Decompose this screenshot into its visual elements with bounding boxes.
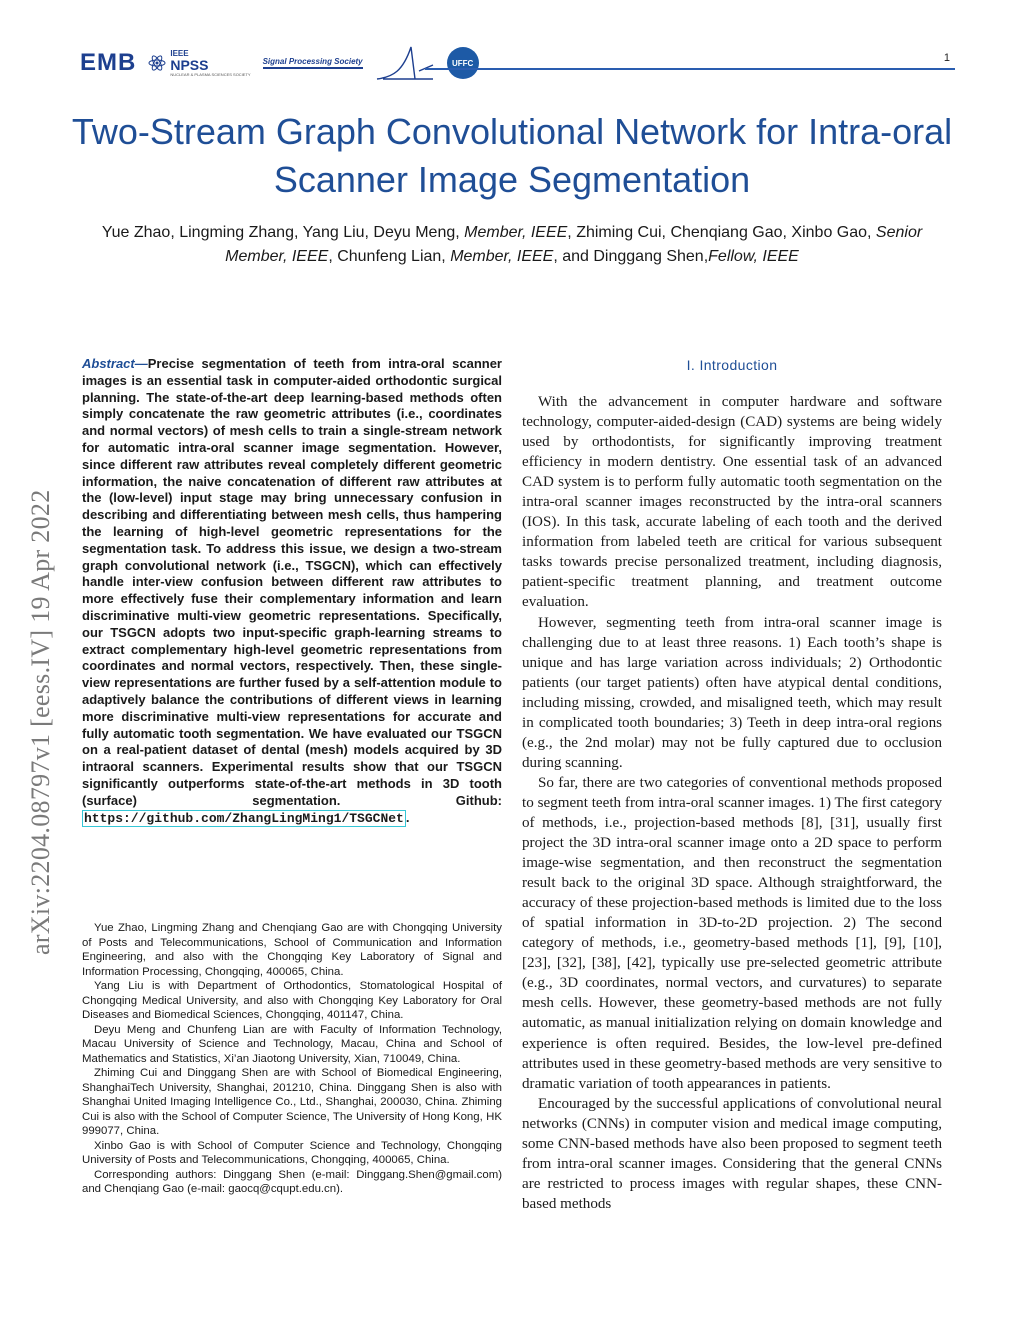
body-paragraph: So far, there are two categories of conventional methods proposed to segment teeth from intra-oral scanner images. 1) The first category of methods, i.e., projection-based methods [8], [31], usually first project the 3D intra-oral scanner image onto a 2D space to perform image-wise segmentation, and then reconstruct the segmentation result back to the original 3D space. Although straightforward, the accuracy of these projection-based methods is limited due to the loss of spatial information in 3D-to-2D projection. 2) The second category of methods, i.e., geometry-based methods [1], [9], [10], [23], [32], [38], [42], typically use pre-selected geometric attribute (e.g., 3D coordinates, normal vectors, and curvatures) to separate mesh cells. However, these geometry-based methods are not fully automatic, as manual initialization relying on domain knowledge and experience is often required. Besides, the low-level pre-defined attributes used in these geometry-based methods are very sensitive to dramatic variation of tooth appearances in patients. — [522, 774, 942, 1092]
npss-text: NPSS — [170, 57, 209, 73]
wave-graphic-icon — [375, 43, 435, 83]
author-role: Member, IEEE — [464, 224, 568, 241]
author-names: , Chunfeng Lian, — [328, 248, 451, 265]
abstract-end: . — [405, 809, 410, 825]
atom-icon — [148, 54, 166, 72]
arxiv-stamp: arXiv:2204.08797v1 [eess.IV] 19 Apr 2022 — [26, 489, 55, 955]
footnote: Xinbo Gao is with School of Computer Science and Technology, Chongqing University of Posts and Telecommunications, Chongqing, 400065, China. — [82, 1139, 502, 1166]
author-names: Yue Zhao, Lingming Zhang, Yang Liu, Deyu Meng, — [101, 224, 465, 241]
author-names: , Zhiming Cui, Chenqiang Gao, Xinbo Gao, — [567, 224, 876, 241]
author-list — [80, 221, 944, 269]
author-role: Member, IEEE — [450, 248, 554, 265]
body-paragraph: Encouraged by the successful applications of convolutional neural networks (CNNs) in computer vision and medical image computing, some CNN-based methods have also been proposed to segment teeth from intra-oral scanner images. Considering that the general CNNs are restricted to process images with regular shapes, these CNN-based methods — [522, 1095, 942, 1212]
uffc-logo: UFFC — [447, 47, 479, 79]
introduction-section — [522, 354, 942, 1214]
sps-logo: Signal Processing Society — [263, 57, 363, 69]
journal-header — [80, 40, 960, 86]
page-number: 1 — [943, 52, 950, 64]
abstract-text: Precise segmentation of teeth from intra-oral scanner images is an essential task in computer-aided orthodontic surgical planning. The state-of-the-art deep learning-based methods often simply concatenate the raw geometric attributes (i.e., coordinates and normal vectors) of mesh cells to train a single-stream network for automatic intra-oral scanner image segmentation. However, since different raw attributes reveal completely different geometric information, the naive concatenation of different raw attributes at the (low-level) input stage may bring unnecessary confusion in describing and differentiating between mesh cells, thus hampering the learning of high-level geometric representations for the segmentation task. To address this issue, we design a two-stream graph convolutional network (i.e., TSGCN), which can effectively handle inter-view confusion between different raw attributes to more effectively fuse their complementary information and learn discriminative multi-view geometric representations. Specifically, our TSGCN adopts two input-specific graph-learning streams to extract complementary high-level geometric representations from coordinates and normal vectors, respectively. Then, these single-view representations are further fused by a self-attention module to adaptively balance the contributions of different views in learning more discriminative multi-view representations for accurate and fully automatic tooth segmentation. We have evaluated our TSGCN on a real-patient dataset of dental (mesh) models acquired by 3D intraoral scanners. Experimental results show that our TSGCN significantly outperforms state-of-the-art methods in 3D tooth (surface) segmentation. Github: — [82, 356, 502, 808]
npss-subtitle: NUCLEAR & PLASMA SCIENCES SOCIETY — [170, 72, 251, 77]
emb-logo: EMB — [80, 49, 137, 76]
author-role: Fellow, IEEE — [708, 248, 799, 265]
section-heading: I. Introduction — [686, 357, 778, 373]
npss-ieee-text: IEEE — [170, 49, 189, 58]
author-role: Senior Member, IEEE — [225, 224, 923, 265]
paper-title: Two-Stream Graph Convolutional Network for Intra-oral Scanner Image Segmentation — [71, 111, 953, 200]
abstract — [82, 356, 502, 827]
society-logos — [80, 40, 479, 86]
footnote: Corresponding authors: Dinggang Shen (e-mail: Dinggang.Shen@gmail.com) and Chenqiang Gao (e-mail: gaocq@cqupt.edu.cn). — [82, 1168, 502, 1195]
npss-logo — [148, 49, 250, 77]
affiliation-footnotes — [82, 921, 502, 1197]
footnote: Zhiming Cui and Dinggang Shen are with School of Biomedical Engineering, ShanghaiTech University, Shanghai, 201210, China. Dinggang Shen is also with Shanghai United Imaging Intelligence Co., Ltd., Shanghai, 200030, China. Zhiming Cui is also with the School of Computer Science, The University of Hong Kong, HK 999077, China. — [82, 1067, 502, 1137]
body-paragraph: However, segmenting teeth from intra-oral scanner image is challenging due to at least three reasons. 1) Each tooth’s shape is unique and has large variation across individuals; 2) Orthodontic patients (our target patients) often have atypical dental conditions, including missing, crowded, and misaligned teeth, which may result in complicated tooth boundaries; 3) Teeth in deep intra-oral regions (e.g., the 2nd molar) may not be fully captured due to occlusion during scanning. — [522, 614, 942, 771]
github-link[interactable]: https://github.com/ZhangLingMing1/TSGCNet — [84, 810, 404, 826]
author-names: , and Dinggang Shen, — [553, 248, 709, 265]
footnote: Yang Liu is with Department of Orthodontics, Stomatological Hospital of Chongqing Medical University, and also with Chongqing Key Laboratory for Oral Diseases and Biomedical Sciences, Chongqing, 401147, China. — [82, 980, 502, 1021]
abstract-label: Abstract— — [82, 356, 148, 371]
body-paragraph: With the advancement in computer hardware and software technology, computer-aided-design (CAD) systems are being widely used by orthodontists, for significantly improving treatment efficiency in modern dentistry. One essential task of an advanced CAD system is to perform fully automatic tooth segmentation on the intra-oral scanner images reconstructed by the intra-oral scanners (IOS). In this task, accurate labeling of each tooth and the derived information from labeled teeth are critical for various subsequent tasks towards precise personalized treatment, including diagnosis, patient-specific treatment planning, and treatment outcome evaluation. — [522, 394, 942, 611]
footnote: Deyu Meng and Chunfeng Lian are with Faculty of Information Technology, Macau University of Science and Technology, Macau, China and School of Mathematics and Statistics, Xi’an Jiaotong University, Xian, 710049, China. — [82, 1023, 502, 1065]
header-rule — [425, 68, 955, 70]
footnote: Yue Zhao, Lingming Zhang and Chenqiang Gao are with Chongqing University of Posts and Telecommunications, School of Communication and Information Engineering, and also with the Chongqing Key Laboratory of Signal and Information Processing, Chongqing, 400065, China. — [82, 922, 502, 978]
